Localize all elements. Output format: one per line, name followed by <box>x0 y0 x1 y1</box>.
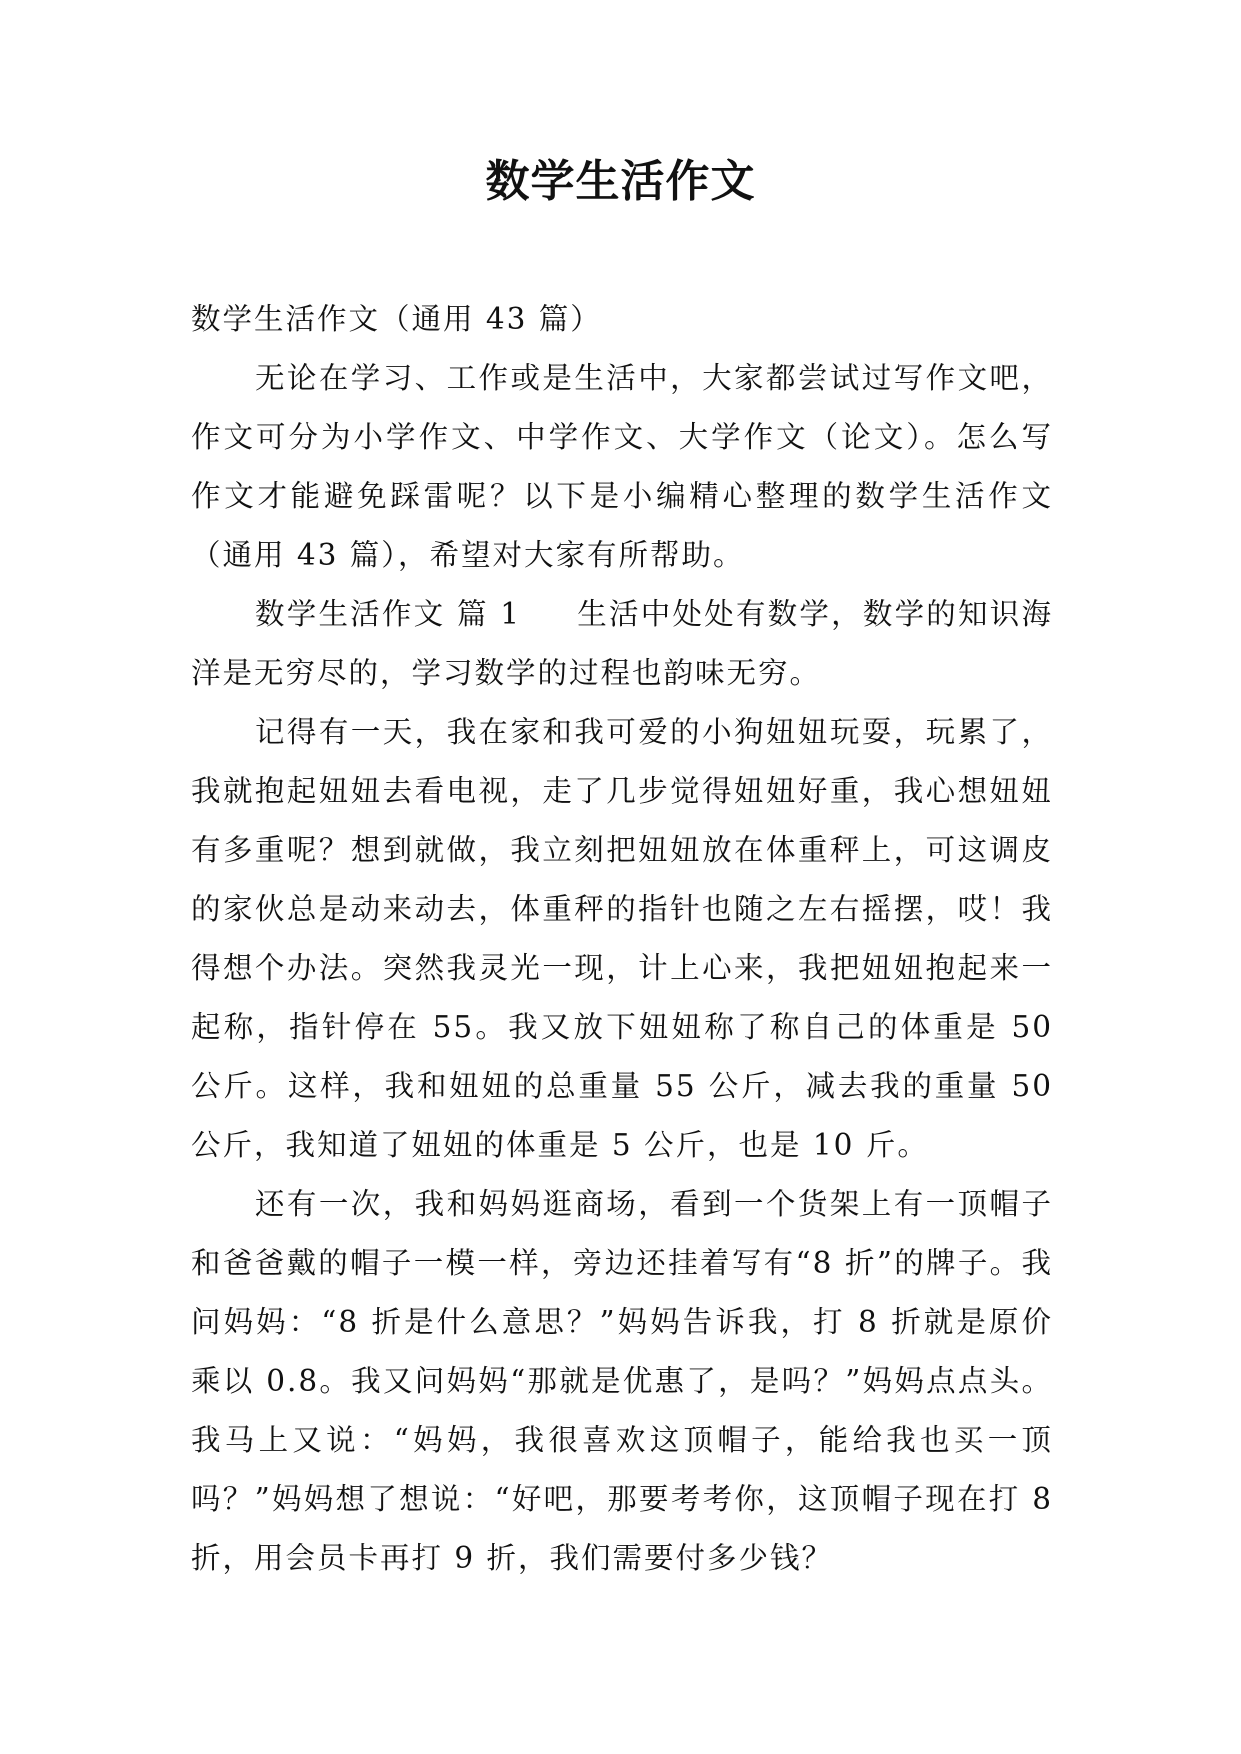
section-heading: 数学生活作文 篇 1 <box>255 597 522 631</box>
story-paragraph-dog: 记得有一天，我在家和我可爱的小狗妞妞玩耍，玩累了，我就抱起妞妞去看电视，走了几步觉得妞妞好重，我心想妞妞有多重呢？想到就做，我立刻把妞妞放在体重秤上，可这调皮的家伙总是动来动去，体重秤的指针也随之左右摇摆，哎！我得想个办法。突然我灵光一现，计上心来，我把妞妞抱起来一起称，指针停在 55。我又放下妞妞称了称自己的体重是 50 公斤。这样，我和妞妞的总重量 55 公斤，减去我的重量 50 公斤，我知道了妞妞的体重是 5 公斤，也是 10 斤。 <box>191 715 1053 1162</box>
section-lead: 生活中处处有数学，数学的知识海洋是无穷尽的，学习数学的过程也韵味无穷。 <box>191 597 1053 690</box>
section-paragraph <box>191 585 1053 703</box>
document-body <box>191 290 1053 1588</box>
story-paragraph-hat: 还有一次，我和妈妈逛商场，看到一个货架上有一顶帽子和爸爸戴的帽子一模一样，旁边还挂着写有“8 折”的牌子。我问妈妈：“8 折是什么意思？”妈妈告诉我，打 8 折就是原价乘以 0.8。我又问妈妈“那就是优惠了，是吗？”妈妈点点头。我马上又说：“妈妈，我很喜欢这顶帽子，能给我也买一顶吗？”妈妈想了想说：“好吧，那要考考你，这顶帽子现在打 8 折，用会员卡再打 9 折，我们需要付多少钱？ <box>191 1187 1053 1575</box>
intro-paragraph: 无论在学习、工作或是生活中，大家都尝试过写作文吧，作文可分为小学作文、中学作文、大学作文（论文）。怎么写作文才能避免踩雷呢？以下是小编精心整理的数学生活作文（通用 43 篇），希望对大家有所帮助。 <box>191 361 1053 572</box>
document-subtitle: 数学生活作文（通用 43 篇） <box>191 302 602 336</box>
document-title: 数学生活作文 <box>485 156 756 207</box>
